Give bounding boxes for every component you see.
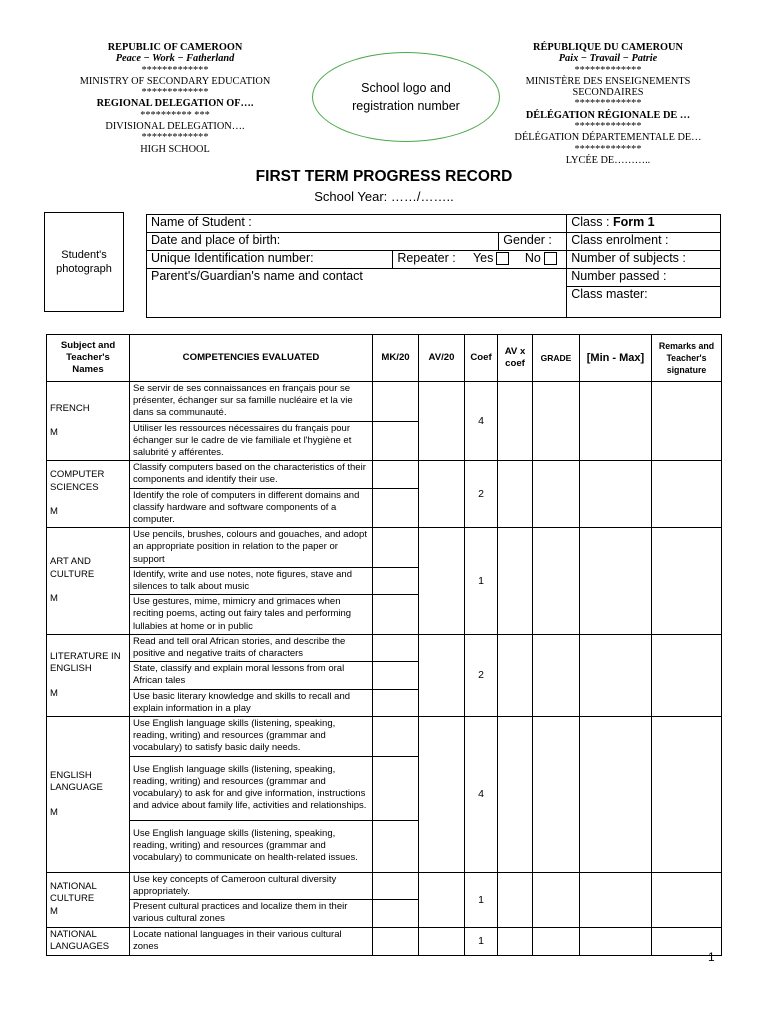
regional-delegation-fr: DÉLÉGATION RÉGIONALE DE … xyxy=(525,109,691,121)
school-logo-placeholder xyxy=(312,52,500,142)
av-x-coef-cell[interactable] xyxy=(498,927,533,955)
page-title: FIRST TERM PROGRESS RECORD xyxy=(255,168,513,185)
competency: Identify, write and use notes, note figures, stave and silences to talk about music xyxy=(130,567,373,594)
grades-table xyxy=(46,334,722,956)
min-max-cell[interactable] xyxy=(580,927,652,955)
grade-cell[interactable] xyxy=(533,872,580,927)
separator: ************* xyxy=(141,87,209,99)
separator: ************* xyxy=(574,64,642,76)
country-name-en: REPUBLIC OF CAMEROON xyxy=(107,42,243,53)
col-header-subject: Subject and Teacher's Names xyxy=(47,335,130,382)
av-cell[interactable] xyxy=(419,382,465,461)
repeater-field xyxy=(393,251,567,269)
mk-cell[interactable] xyxy=(373,461,419,488)
parent-contact-field[interactable]: Parent's/Guardian's name and contact xyxy=(147,269,567,318)
divisional-delegation-fr: DÉLÉGATION DÉPARTEMENTALE DE… xyxy=(514,132,702,144)
av-x-coef-cell[interactable] xyxy=(498,382,533,461)
min-max-cell[interactable] xyxy=(580,461,652,528)
col-header-coef: Coef xyxy=(465,335,498,382)
col-header-min-max: [Min - Max] xyxy=(580,335,652,382)
repeater-no-checkbox[interactable] xyxy=(544,252,557,265)
separator: ************* xyxy=(574,143,642,155)
ministry-en: MINISTRY OF SECONDARY EDUCATION xyxy=(79,75,271,87)
grade-cell[interactable] xyxy=(533,382,580,461)
av-cell[interactable] xyxy=(419,634,465,716)
competency: Use English language skills (listening, speaking, reading, writing) and resources (grammar and vocabulary) to communicate on health-related issues. xyxy=(130,820,373,872)
student-photo-box xyxy=(44,212,124,312)
class-field[interactable] xyxy=(567,215,721,233)
teacher-name: M xyxy=(50,687,58,699)
subject-cell xyxy=(47,872,130,927)
repeater-label: Repeater : xyxy=(397,251,456,265)
mk-cell[interactable] xyxy=(373,900,419,927)
uid-field[interactable]: Unique Identification number: xyxy=(147,251,393,269)
competency: Utiliser les ressources nécessaires du français pour échanger sur le cadre de vie familiale et l'hygiène et salubrité y afférentes. xyxy=(130,421,373,461)
page-number: 1 xyxy=(708,950,715,964)
logo-text: School logo and registration number xyxy=(352,81,460,113)
coef-cell: 4 xyxy=(465,382,498,461)
competency: State, classify and explain moral lessons from oral African tales xyxy=(130,662,373,689)
mk-cell[interactable] xyxy=(373,717,419,757)
mk-cell[interactable] xyxy=(373,382,419,422)
coef-cell: 2 xyxy=(465,634,498,716)
competency: Use gestures, mime, mimicry and grimaces when reciting poems, acting out fairy tales and performing lullabies at home or in public xyxy=(130,595,373,635)
mk-cell[interactable] xyxy=(373,820,419,872)
col-header-av-x-coef: AV x coef xyxy=(498,335,533,382)
mk-cell[interactable] xyxy=(373,662,419,689)
remarks-cell[interactable] xyxy=(652,872,722,927)
mk-cell[interactable] xyxy=(373,567,419,594)
mk-cell[interactable] xyxy=(373,756,419,820)
subject-name: ART AND CULTURE xyxy=(50,556,95,580)
class-label: Class : xyxy=(571,215,613,229)
col-header-grade: GRADE xyxy=(533,335,580,382)
subject-cell xyxy=(47,717,130,873)
av-cell[interactable] xyxy=(419,717,465,873)
remarks-cell[interactable] xyxy=(652,461,722,528)
col-header-competencies: COMPETENCIES EVALUATED xyxy=(130,335,373,382)
competency: Use basic literary knowledge and skills to recall and explain information in a play xyxy=(130,689,373,716)
av-x-coef-cell[interactable] xyxy=(498,717,533,873)
divisional-delegation-en: DIVISIONAL DELEGATION…. xyxy=(105,121,245,133)
competency: Identify the role of computers in different domains and classify hardware and software components of a computer. xyxy=(130,488,373,528)
regional-delegation-en: REGIONAL DELEGATION OF…. xyxy=(96,98,254,110)
col-header-av: AV/20 xyxy=(419,335,465,382)
subject-cell xyxy=(47,634,130,716)
number-passed-field[interactable]: Number passed : xyxy=(567,269,721,287)
mk-cell[interactable] xyxy=(373,488,419,528)
subject-name: FRENCH xyxy=(50,402,90,414)
teacher-name: M xyxy=(50,905,58,917)
av-cell[interactable] xyxy=(419,461,465,528)
subject-cell xyxy=(47,528,130,635)
competency: Locate national languages in their various cultural zones xyxy=(130,927,373,955)
competency: Use English language skills (listening, speaking, reading, writing) and resources (grammar and vocabulary) to satisfy basic daily needs. xyxy=(130,717,373,757)
repeater-yes-checkbox[interactable] xyxy=(496,252,509,265)
av-x-coef-cell[interactable] xyxy=(498,872,533,927)
subject-name: LITERATURE IN ENGLISH xyxy=(50,650,121,675)
motto-en: Peace − Work − Fatherland xyxy=(115,53,235,65)
separator: ************* xyxy=(574,121,642,133)
separator: ********** *** xyxy=(140,109,210,121)
teacher-name: M xyxy=(50,427,58,439)
ministry-fr: MINISTÈRE DES ENSEIGNEMENTS SECONDAIRES xyxy=(525,75,691,99)
coef-cell: 4 xyxy=(465,717,498,873)
subject-cell xyxy=(47,382,130,461)
motto-fr: Paix − Travail − Patrie xyxy=(558,53,658,65)
no-label: No xyxy=(524,251,541,265)
competency: Se servir de ses connaissances en français pour se présenter, échanger sur sa famille nucléaire et la vie dans sa communauté. xyxy=(130,382,373,422)
min-max-cell[interactable] xyxy=(580,634,652,716)
col-header-mk: MK/20 xyxy=(373,335,419,382)
competency: Use English language skills (listening, speaking, reading, writing) and resources (grammar and vocabulary) to ask for and give information, instructions and advice about family life, activities and relationships. xyxy=(130,756,373,820)
grade-cell[interactable] xyxy=(533,461,580,528)
subject-cell xyxy=(47,461,130,528)
subject-cell xyxy=(47,927,130,955)
coef-cell: 1 xyxy=(465,528,498,635)
class-master-field[interactable]: Class master: xyxy=(567,287,721,318)
subject-name: ENGLISH LANGUAGE xyxy=(50,769,103,794)
teacher-name: M xyxy=(50,506,58,518)
separator: ************* xyxy=(574,98,642,110)
competency: Read and tell oral African stories, and describe the positive and negative traits of characters xyxy=(130,634,373,661)
min-max-cell[interactable] xyxy=(580,872,652,927)
mk-cell[interactable] xyxy=(373,689,419,716)
class-value: Form 1 xyxy=(612,215,655,229)
grade-cell[interactable] xyxy=(533,927,580,955)
competency: Use pencils, brushes, colours and gouaches, and adopt an appropriate position in relation to the paper or support xyxy=(130,528,373,568)
school-type-fr: LYCÉE DE……….. xyxy=(565,154,651,166)
av-x-coef-cell[interactable] xyxy=(498,528,533,635)
yes-label: Yes xyxy=(472,251,494,265)
coef-cell: 1 xyxy=(465,927,498,955)
competency: Classify computers based on the characteristics of their components and identify their use. xyxy=(130,461,373,488)
mk-cell[interactable] xyxy=(373,595,419,635)
av-cell[interactable] xyxy=(419,528,465,635)
teacher-name: M xyxy=(50,593,58,605)
grade-cell[interactable] xyxy=(533,717,580,873)
min-max-cell[interactable] xyxy=(580,382,652,461)
grade-cell[interactable] xyxy=(533,634,580,716)
subjects-count-field[interactable]: Number of subjects : xyxy=(567,251,721,269)
coef-cell: 2 xyxy=(465,461,498,528)
av-x-coef-cell[interactable] xyxy=(498,461,533,528)
country-name-fr: RÉPUBLIQUE DU CAMEROUN xyxy=(533,42,683,53)
subject-name: NATIONAL CULTURE xyxy=(50,880,97,905)
av-cell[interactable] xyxy=(419,927,465,955)
mk-cell[interactable] xyxy=(373,421,419,461)
student-name-field[interactable]: Name of Student : xyxy=(147,215,567,233)
competency: Use key concepts of Cameroon cultural diversity appropriately. xyxy=(130,872,373,899)
dob-field[interactable]: Date and place of birth: xyxy=(147,233,499,251)
min-max-cell[interactable] xyxy=(580,717,652,873)
photo-label: Student's photograph xyxy=(56,249,112,275)
subject-name: COMPUTER SCIENCES xyxy=(50,469,105,493)
mk-cell[interactable] xyxy=(373,927,419,955)
av-cell[interactable] xyxy=(419,872,465,927)
separator: ************* xyxy=(141,64,209,76)
min-max-cell[interactable] xyxy=(580,528,652,635)
school-type-en: HIGH SCHOOL xyxy=(140,143,210,155)
class-enrolment-field[interactable]: Class enrolment : xyxy=(567,233,721,251)
mk-cell[interactable] xyxy=(373,528,419,568)
remarks-cell[interactable] xyxy=(652,717,722,873)
remarks-cell[interactable] xyxy=(652,382,722,461)
mk-cell[interactable] xyxy=(373,634,419,661)
gender-field[interactable]: Gender : xyxy=(499,233,567,251)
remarks-cell[interactable] xyxy=(652,528,722,635)
subject-name: NATIONAL LANGUAGES xyxy=(50,928,110,952)
competency: Present cultural practices and localize them in their various cultural zones xyxy=(130,900,373,927)
coef-cell: 1 xyxy=(465,872,498,927)
teacher-name: M xyxy=(50,806,58,818)
student-info-table xyxy=(146,214,721,318)
grade-cell[interactable] xyxy=(533,528,580,635)
school-year: School Year: ……/…….. xyxy=(314,189,454,204)
header-left xyxy=(60,42,290,155)
header-right xyxy=(508,42,708,166)
remarks-cell[interactable] xyxy=(652,634,722,716)
col-header-remarks: Remarks and Teacher's signature xyxy=(652,335,722,382)
av-x-coef-cell[interactable] xyxy=(498,634,533,716)
separator: ************* xyxy=(141,132,209,144)
mk-cell[interactable] xyxy=(373,872,419,899)
